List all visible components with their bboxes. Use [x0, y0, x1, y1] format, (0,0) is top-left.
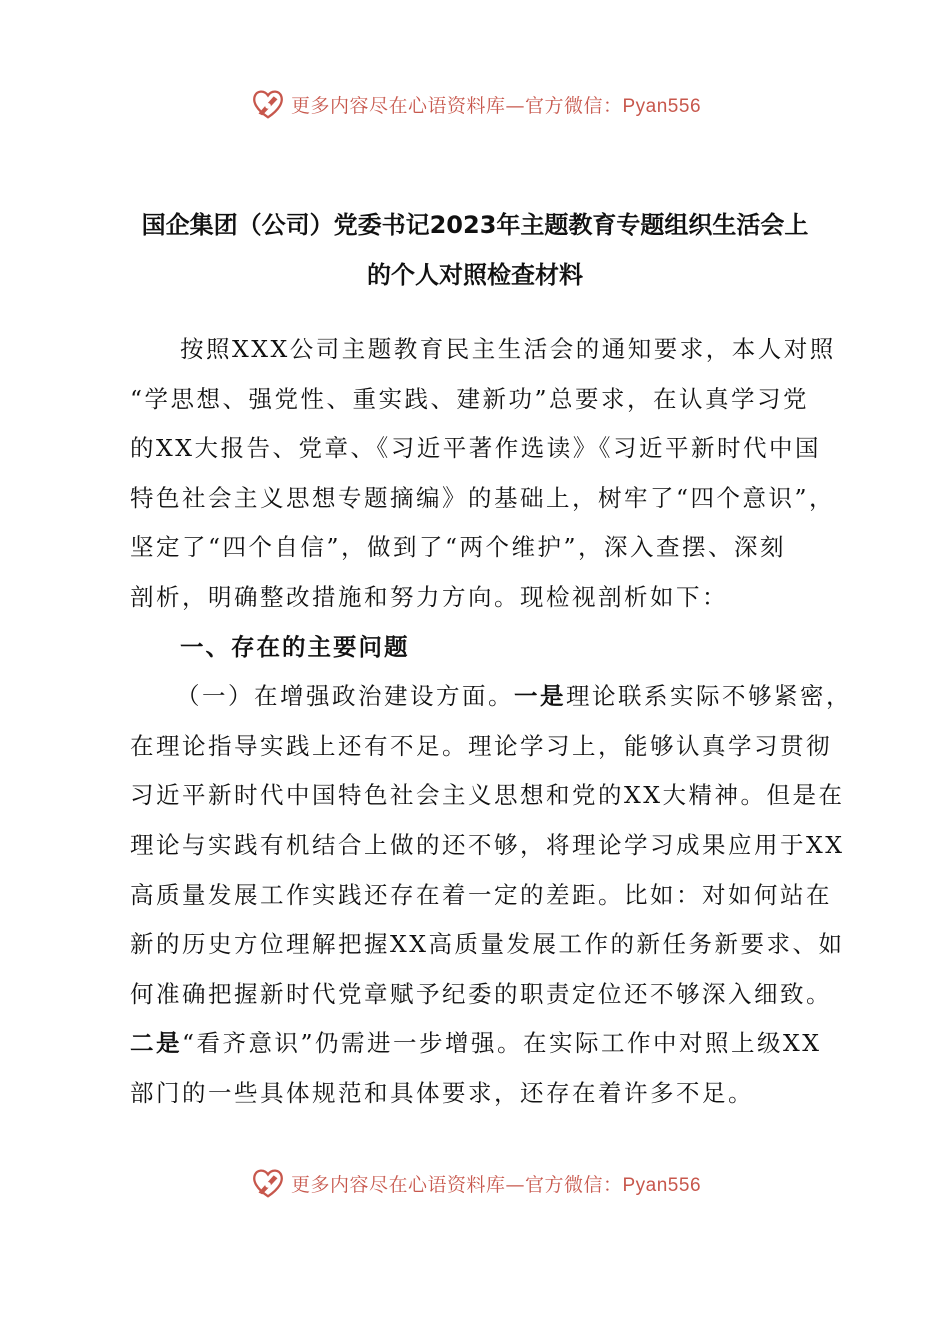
- wechat-id: Pyan556: [622, 95, 702, 117]
- document-title: [100, 200, 850, 300]
- pen-heart-logo-icon: [249, 85, 287, 123]
- intro-line-3: 的XX大报告、党章、《习近平著作选读》《习近平新时代中国: [130, 434, 821, 463]
- footer-banner: [0, 1163, 950, 1203]
- paragraph-line-4: 理论与实践有机结合上做的还不够，将理论学习成果应用于XX: [130, 830, 845, 859]
- point-label-second: 二是: [130, 1029, 182, 1058]
- paragraph-line-8: [130, 1019, 835, 1069]
- intro-line-4: 特色社会主义思想专题摘编》的基础上，树牢了“四个意识”，: [130, 483, 836, 512]
- intro-line-1: 按照XXX公司主题教育民主生活会的通知要求，本人对照: [180, 335, 836, 363]
- paragraph-line-3: 习近平新时代中国特色社会主义思想和党的XX大精神。但是在: [130, 781, 845, 810]
- paragraph-line-2: 在理论指导实践上还有不足。理论学习上，能够认真学习贯彻: [130, 731, 832, 760]
- intro-line-2: “学思想、强党性、重实践、建新功”总要求，在认真学习党: [130, 384, 810, 413]
- banner-text: 更多内容尽在心语资料库—官方微信：Pyan556: [290, 1173, 702, 1196]
- banner-text: 更多内容尽在心语资料库—官方微信：Pyan556: [290, 94, 702, 117]
- header-banner: [0, 84, 950, 124]
- title-line-2: 的个人对照检查材料: [367, 261, 583, 289]
- paragraph-line-9: 部门的一些具体规范和具体要求，还存在着许多不足。: [130, 1078, 754, 1107]
- section-heading: 一、存在的主要问题: [180, 632, 410, 661]
- point-label-first: 一是: [514, 682, 566, 711]
- paragraph-line-8-text: “看齐意识”仍需进一步增强。在实际工作中对照上级XX: [182, 1029, 822, 1058]
- paragraph-line-6: 新的历史方位理解把握XX高质量发展工作的新任务新要求、如: [130, 930, 845, 959]
- paragraph-line-5: 高质量发展工作实践还存在着一定的差距。比如：对如何站在: [130, 880, 832, 909]
- paragraph-line-1-text: 理论联系实际不够紧密，: [566, 682, 852, 711]
- title-line-1: 国企集团（公司）党委书记2023年主题教育专题组织生活会上: [141, 211, 809, 239]
- paragraph-line-1: [130, 672, 852, 722]
- intro-line-5: 坚定了“四个自信”，做到了“两个维护”，深入查摆、深刻: [130, 533, 787, 562]
- intro-line-6: 剖析，明确整改措施和努力方向。现检视剖析如下：: [130, 582, 728, 611]
- paragraph-line-7: 何准确把握新时代党章赋予纪委的职责定位还不够深入细致。: [130, 979, 832, 1008]
- pen-heart-logo-icon: [249, 1164, 287, 1202]
- subsection-label: （一）在增强政治建设方面。: [176, 682, 514, 711]
- wechat-id: Pyan556: [622, 1174, 702, 1196]
- document-body: [130, 325, 852, 1119]
